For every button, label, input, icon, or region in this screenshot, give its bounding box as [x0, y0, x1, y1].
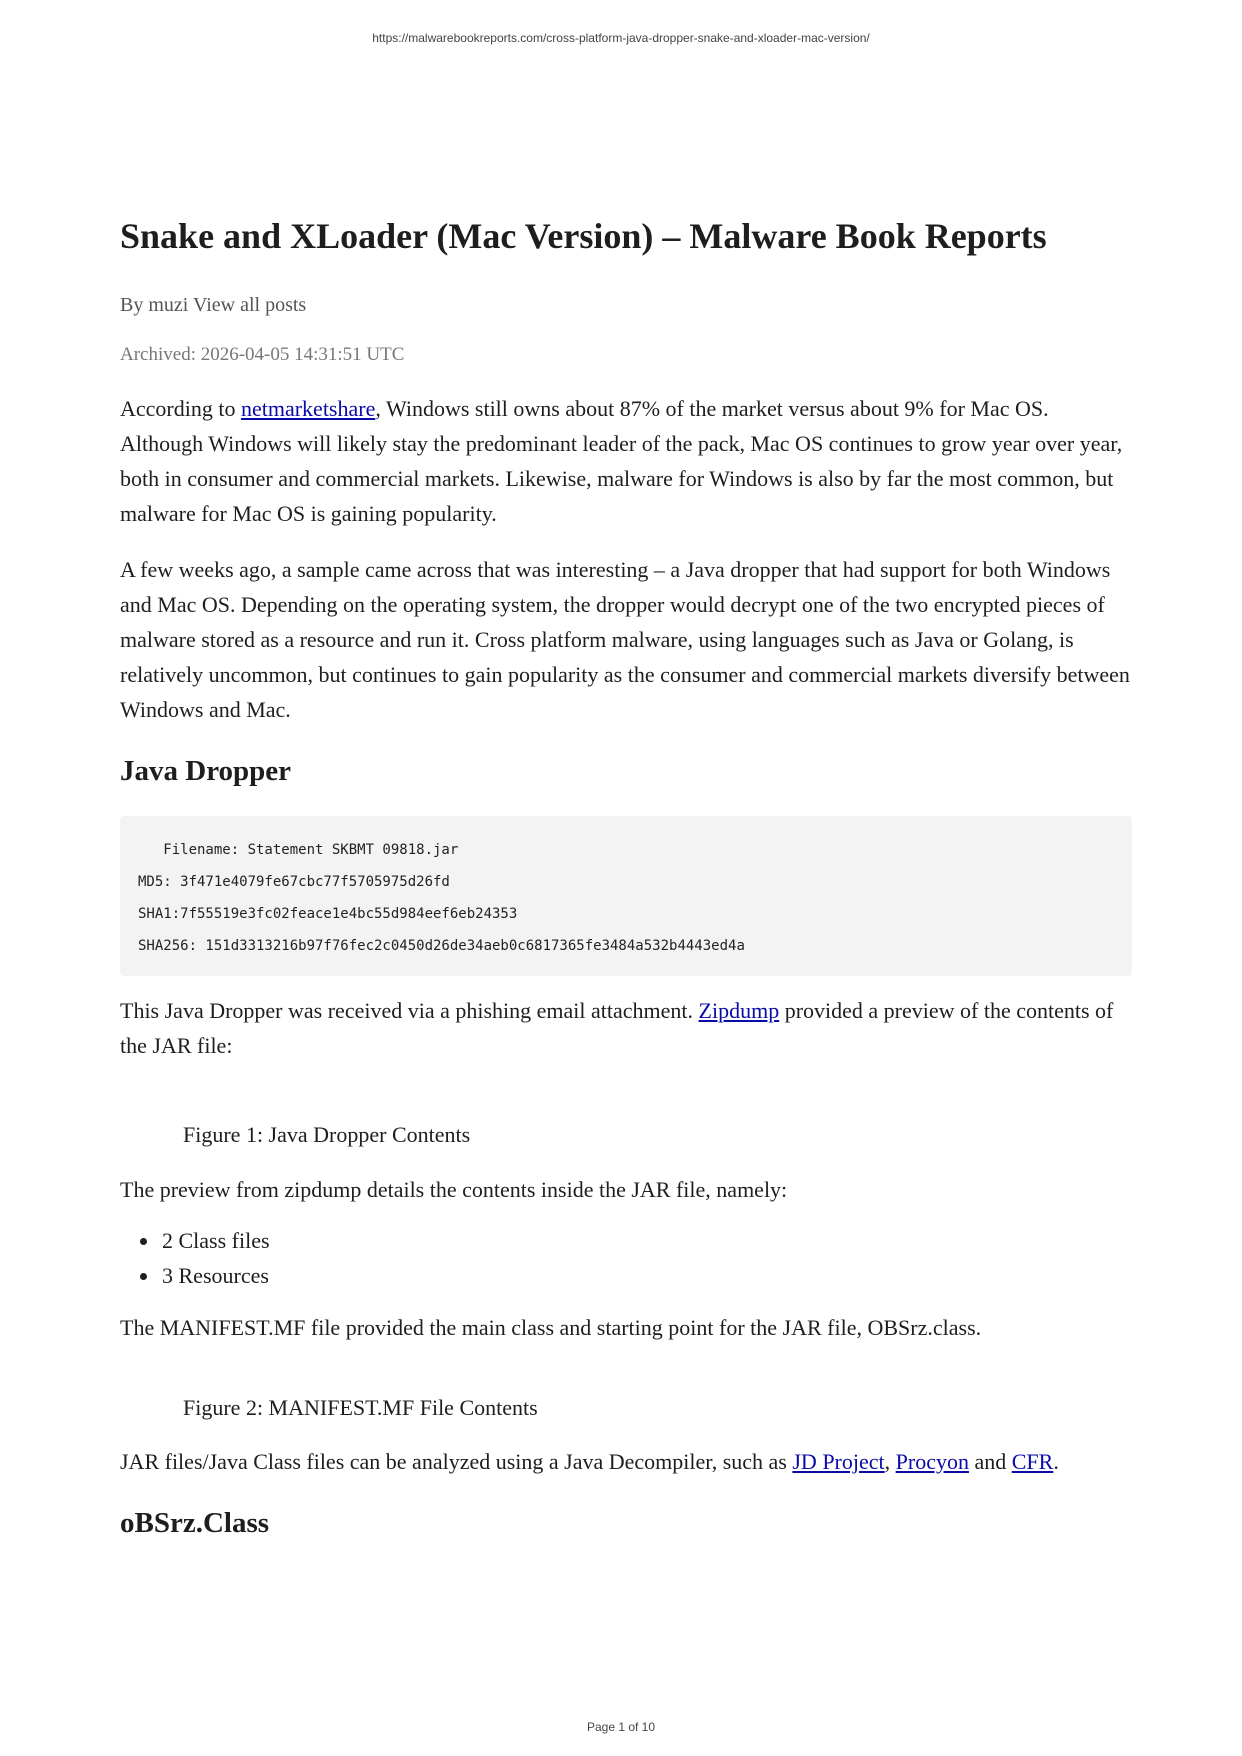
paragraph-zipdump-preview: The preview from zipdump details the contents inside the JAR file, namely: [120, 1177, 788, 1202]
paragraph-intro-text-2: , Windows still owns about 87% of the market versus about 9% for Mac OS. Although Windows will likely stay the predominant leader of the pack, Mac OS continues to grow year over year, both in consumer and commercial markets. Likewise, malware for Windows is also by far the most common, but malware for Mac OS is gaining popularity. [120, 396, 1123, 526]
period: . [1053, 1449, 1059, 1474]
figure-1-caption: Figure 1: Java Dropper Contents [183, 1122, 471, 1147]
byline [120, 292, 1132, 318]
code-md5: MD5: 3f471e4079fe67cbc77f5705975d26fd [138, 874, 450, 890]
code-sha1: SHA1:7f55519e3fc02feace1e4bc55d984eef6eb24353 [138, 906, 518, 922]
article [120, 212, 1132, 1541]
paragraph-manifest: The MANIFEST.MF file provided the main class and starting point for the JAR file, OBSrz.class. [120, 1315, 982, 1340]
separator-and: and [968, 1449, 1012, 1474]
netmarketshare-link[interactable]: netmarketshare [240, 396, 376, 421]
paragraph-dropper-intro: A few weeks ago, a sample came across that was interesting – a Java dropper that had support for both Windows and Mac OS. Depending on the operating system, the dropper would decrypt one of the two encrypted pieces of malware stored as a resource and run it. Cross platform malware, using languages such as Java or Golang, is relatively uncommon, but continues to gain popularity as the consumer and commercial markets diversify between Windows and Mac. [120, 557, 1130, 722]
page-number: Page 1 of 10 [586, 1720, 656, 1734]
page-url-header: https://malwarebookreports.com/cross-platform-java-dropper-snake-and-xloader-mac-version/ [372, 31, 870, 45]
code-sha256: SHA256: 151d3313216b97f76fec2c0450d26de34aeb0c6817365fe3484a532b4443ed4a [138, 938, 745, 954]
hash-code-block [120, 816, 1132, 976]
heading-java-dropper: Java Dropper [120, 755, 292, 787]
figure-2-caption: Figure 2: MANIFEST.MF File Contents [183, 1395, 538, 1420]
procyon-link[interactable]: Procyon [895, 1449, 969, 1474]
separator-comma: , [884, 1449, 896, 1474]
paragraph-intro [120, 391, 1132, 531]
heading-obsrz-class: oBSrz.Class [120, 1507, 270, 1539]
paragraph-phishing-text-2: provided a preview of the contents of the JAR file: [120, 998, 1114, 1058]
cfr-link[interactable]: CFR [1011, 1449, 1054, 1474]
paragraph-decompilers-text: JAR files/Java Class files can be analyzed using a Java Decompiler, such as [120, 1449, 793, 1474]
list-item: • 2 Class files [160, 1223, 1132, 1258]
article-title: Snake and XLoader (Mac Version) – Malware Book Reports [120, 216, 1047, 256]
archived-timestamp: Archived: 2026-04-05 14:31:51 UTC [120, 344, 405, 365]
contents-list [120, 1223, 1132, 1293]
paragraph-intro-text-1: According to [120, 396, 241, 421]
byline-author: By muzi [120, 294, 189, 316]
view-all-posts-link[interactable]: View all posts [192, 294, 307, 316]
paragraph-phishing-text-1: This Java Dropper was received via a phishing email attachment. [120, 998, 699, 1023]
jd-project-link[interactable]: JD Project [792, 1449, 885, 1474]
list-item: • 3 Resources [160, 1258, 1132, 1293]
paragraph-decompilers [120, 1444, 1132, 1479]
paragraph-phishing [120, 993, 1132, 1063]
zipdump-link[interactable]: Zipdump [698, 998, 780, 1023]
code-filename: Filename: Statement SKBMT 09818.jar [138, 842, 459, 858]
